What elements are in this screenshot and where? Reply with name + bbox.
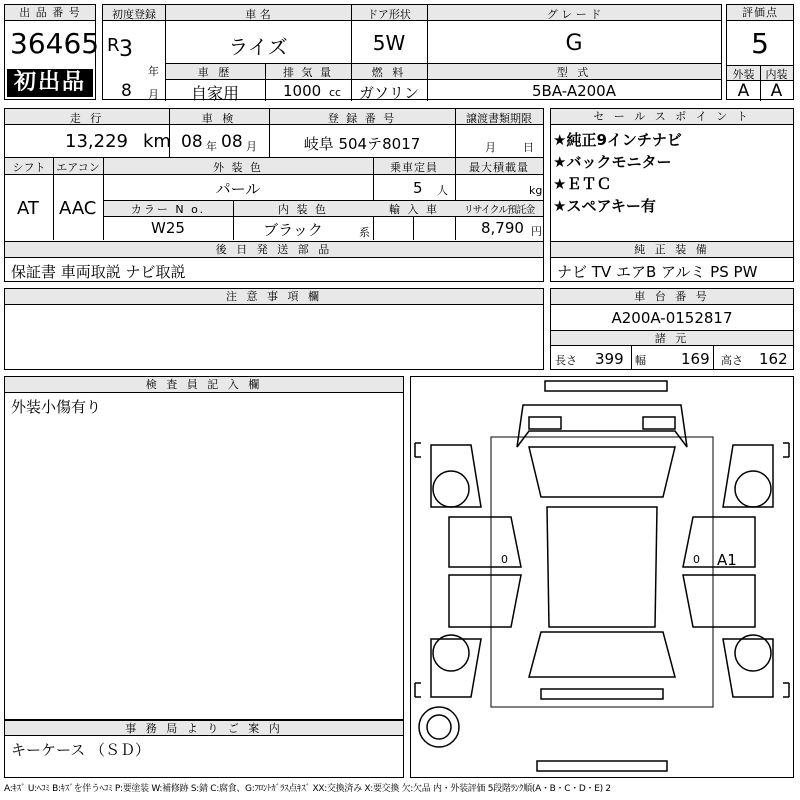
capacity-label: 乗車定員 (390, 161, 438, 174)
model-code-label: 型 式 (556, 66, 592, 79)
damage-mark-a1: A1 (717, 551, 737, 569)
inspector-label: 検 査 員 記 入 欄 (5, 377, 403, 393)
first-reg-era: R (107, 35, 120, 56)
int-color-label: 内 装 色 (278, 203, 328, 216)
car-diagram-box (410, 376, 794, 778)
inspection-label: 車 検 (201, 112, 237, 125)
sales-points-label: セ ー ル ス ポ イ ン ト (551, 109, 793, 125)
int-color-suffix: 系 (359, 226, 370, 239)
rear-fender-left (431, 639, 481, 697)
inspector-box (4, 376, 404, 720)
wheel-front-right (735, 471, 771, 507)
color-no-label: カラー N o. (130, 203, 206, 216)
history-value: 自家用 (190, 84, 239, 103)
later-items-value: 保証書 車両取説 ナビ取説 (11, 263, 186, 281)
first-reg-month-unit: 月 (148, 88, 159, 101)
transfer-day-unit: 日 (523, 141, 534, 154)
equipment-label: 純 正 装 備 (551, 242, 793, 258)
sales-point-item: ★バックモニター (553, 153, 672, 171)
history-label: 車 歴 (197, 66, 233, 79)
car-name-value: ライズ (228, 35, 288, 59)
transfer-label: 譲渡書類期限 (466, 112, 532, 125)
mileage-label: 走 行 (69, 112, 105, 125)
car-name-label: 車 名 (245, 8, 271, 21)
rear-window (529, 632, 675, 677)
displacement-label: 排 気 量 (283, 66, 333, 79)
width-label: 幅 (635, 354, 646, 367)
color-no-value: W25 (151, 219, 185, 237)
notes-label: 注 意 事 項 欄 (5, 289, 543, 305)
length-label: 長さ (555, 354, 577, 367)
inspection-year: 08 (181, 132, 203, 152)
first-reg-year: 3 (119, 37, 133, 62)
score-value: 5 (751, 27, 769, 60)
lot-box (4, 4, 100, 100)
sales-points-box (550, 108, 794, 242)
bracket-mark (415, 683, 421, 697)
inspection-month-unit: 月 (246, 140, 257, 153)
height-label: 高さ (721, 354, 743, 367)
mileage-value: 13,229 (65, 131, 128, 152)
car-diagram (411, 377, 793, 777)
bracket-mark (783, 443, 789, 457)
int-color-value: ブラック (263, 221, 323, 239)
shift-label: シフト (12, 161, 46, 174)
roof (547, 507, 657, 627)
spec-box (4, 158, 544, 242)
import-label: 輸 入 車 (389, 203, 439, 216)
later-items-box (4, 242, 544, 282)
office-label: 事 務 局 よ り ご 案 内 (5, 720, 403, 736)
mileage-box (4, 108, 544, 158)
fuel-value: ガソリン (358, 84, 419, 102)
rear-bumper (541, 689, 663, 699)
inspector-value: 外装小傷有り (11, 398, 102, 416)
inspection-year-unit: 年 (206, 140, 217, 153)
length-value: 399 (595, 350, 624, 368)
chassis-box (550, 288, 794, 370)
headlight-right (643, 417, 675, 429)
width-value: 169 (681, 350, 710, 368)
front-bumper (545, 381, 667, 391)
first-reg-year-unit: 年 (148, 65, 159, 78)
recycle-value: 8,790 (481, 219, 524, 237)
aircon-label: エアコン (56, 161, 100, 174)
specs-label: 諸 元 (551, 330, 793, 346)
rear-fender-right (723, 639, 773, 697)
rear-bumper-bottom (537, 761, 667, 771)
shift-value: AT (17, 198, 39, 219)
recycle-unit: 円 (531, 225, 542, 238)
spare-tire (419, 707, 459, 747)
score-label: 評価点 (727, 5, 793, 21)
ext-score-value: A (737, 81, 750, 101)
later-items-label: 後 日 発 送 部 品 (5, 242, 543, 258)
chassis-value: A200A-0152817 (611, 309, 733, 327)
office-box (4, 720, 404, 778)
ext-color-label: 外 装 色 (213, 161, 263, 174)
load-unit: kg (529, 184, 543, 197)
legend-text: A:ｷｽﾞ U:ﾍｺﾐ B:ｷｽﾞを伴うﾍｺﾐ P:要塗装 W:補修跡 S:錆 C:腐食、G:ﾌﾛﾝﾄｶﾞﾗｽ点ｷｽﾞ XX:交換済み X:要交換 欠:欠品 内・外装評価 5段階ﾗﾝｸ順(A・B・C・D・E) 2 (4, 784, 611, 794)
front-door-left (449, 517, 521, 567)
displacement-unit: cc (329, 86, 342, 99)
door-label: ドア形状 (367, 8, 411, 21)
grade-value: G (565, 31, 583, 56)
equipment-value: ナビ TV エアB アルミ PS PW (557, 263, 758, 281)
rear-door-left (449, 575, 521, 627)
lot-number: 36465 (10, 27, 100, 60)
wheel-rear-left (433, 635, 469, 671)
score-box (726, 4, 794, 100)
mileage-unit: km (143, 131, 171, 152)
model-code-value: 5BA-A200A (531, 82, 616, 100)
inspection-month: 08 (221, 132, 243, 152)
sales-point-item: ★スペアキー有 (553, 197, 656, 215)
body-outline (491, 437, 713, 707)
office-value: キーケース （ＳＤ） (11, 741, 151, 759)
headlight-left (529, 417, 561, 429)
int-score-value: A (770, 81, 783, 101)
wheel-rear-right (735, 635, 771, 671)
plate-value: 岐阜 504テ8017 (303, 135, 421, 153)
first-reg-month: 8 (121, 81, 132, 101)
damage-mark-zero-right: 0 (693, 553, 700, 566)
grade-label: グ レ ー ド (546, 8, 602, 21)
plate-label: 登 録 番 号 (327, 112, 397, 125)
hood-outline (517, 405, 687, 447)
capacity-value: 5 (413, 179, 423, 197)
aircon-value: AAC (59, 198, 97, 219)
int-score-label: 内装 (765, 68, 788, 81)
capacity-unit: 人 (437, 184, 448, 197)
sales-point-item: ★純正9インチナビ (553, 131, 682, 149)
displacement-value: 1000 (283, 82, 322, 100)
recycle-label: リサイクル預託金 (463, 205, 535, 216)
damage-mark-zero-left: 0 (501, 553, 508, 566)
fuel-label: 燃 料 (371, 66, 407, 79)
height-value: 162 (759, 350, 788, 368)
notes-box (4, 288, 544, 370)
transfer-month-unit: 月 (485, 141, 496, 154)
bracket-mark (783, 683, 789, 697)
lot-label: 出 品 番 号 (5, 5, 95, 21)
load-label: 最大積載量 (469, 161, 529, 174)
rear-door-right (683, 575, 755, 627)
chassis-label: 車 台 番 号 (551, 289, 793, 305)
equipment-box (550, 242, 794, 282)
door-value: 5W (372, 31, 406, 55)
first-reg-label: 初度登録 (112, 8, 156, 21)
windshield (529, 447, 675, 497)
first-listing-badge: 初出品 (7, 69, 93, 97)
ext-score-label: 外装 (732, 68, 755, 81)
bracket-mark (415, 443, 421, 457)
ext-color-value: パール (215, 180, 261, 198)
sales-point-item: ★ＥＴＣ (553, 175, 612, 193)
top-info-box (102, 4, 722, 103)
wheel-front-left (433, 471, 469, 507)
